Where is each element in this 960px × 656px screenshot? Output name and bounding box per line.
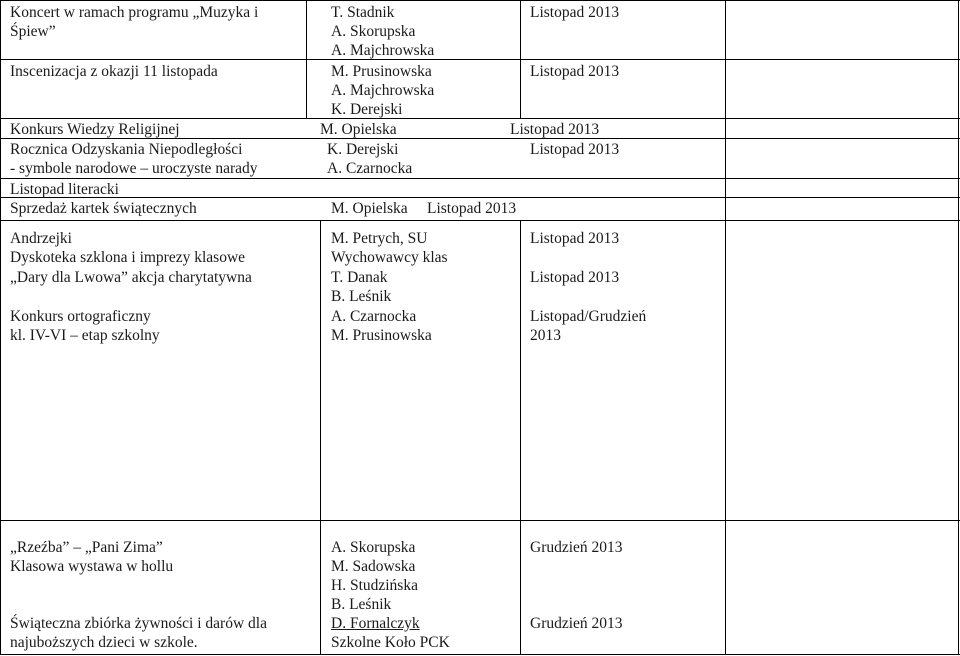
border-row-2 bbox=[0, 118, 960, 119]
event-text: - symbole narodowe – uroczyste narady bbox=[10, 160, 258, 177]
date-cell bbox=[530, 307, 646, 345]
people-cell bbox=[331, 268, 391, 306]
event-cell bbox=[10, 614, 267, 652]
event-text: Listopad literacki bbox=[10, 181, 119, 198]
date-text: Listopad 2013 bbox=[530, 141, 620, 158]
col-divider-2b bbox=[520, 220, 521, 655]
person-name: K. Derejski bbox=[331, 101, 403, 118]
event-cell bbox=[10, 307, 160, 345]
date-cell bbox=[530, 3, 619, 22]
person-name: M. Opielska bbox=[320, 121, 397, 138]
people-cell bbox=[327, 140, 412, 178]
border-row-6 bbox=[0, 220, 960, 221]
person-name: Wychowawcy klas bbox=[331, 249, 448, 266]
event-cell bbox=[10, 120, 180, 139]
event-cell bbox=[10, 229, 245, 267]
event-text: Konkurs Wiedzy Religijnej bbox=[10, 121, 180, 138]
people-cell bbox=[331, 538, 418, 614]
border-row-7 bbox=[0, 520, 960, 521]
event-text: „Rzeźba” – „Pani Zima” bbox=[10, 539, 163, 556]
border-row-5 bbox=[0, 197, 960, 198]
border-row-1 bbox=[0, 59, 960, 60]
date-text: 2013 bbox=[530, 327, 561, 344]
event-text: kl. IV-VI – etap szkolny bbox=[10, 327, 160, 344]
event-text: najuboższych dzieci w szkole. bbox=[10, 634, 198, 651]
event-text: Koncert w ramach programu „Muzyka i bbox=[10, 4, 259, 21]
event-text: Rocznica Odzyskania Niepodległości bbox=[10, 141, 243, 158]
person-name: D. Fornalczyk bbox=[331, 615, 420, 632]
col-divider-2a bbox=[520, 0, 521, 118]
event-cell bbox=[10, 180, 119, 199]
col-divider-1b bbox=[320, 220, 321, 655]
person-name: A. Majchrowska bbox=[331, 82, 435, 99]
event-cell bbox=[10, 140, 258, 178]
date-text: Listopad 2013 bbox=[530, 230, 620, 247]
event-text: Inscenizacja z okazji 11 listopada bbox=[10, 63, 218, 80]
person-name: Szkolne Koło PCK bbox=[331, 634, 450, 651]
person-name: B. Leśnik bbox=[331, 596, 392, 613]
person-name: K. Derejski bbox=[327, 141, 399, 158]
date-text: Listopad 2013 bbox=[510, 121, 600, 138]
event-text: Andrzejki bbox=[10, 230, 72, 247]
event-cell bbox=[10, 268, 252, 287]
event-text: Świąteczna zbiórka żywności i darów dla bbox=[10, 615, 267, 632]
event-cell bbox=[10, 3, 258, 41]
date-cell bbox=[530, 538, 623, 557]
date-text: Listopad 2013 bbox=[530, 63, 620, 80]
people-cell bbox=[331, 307, 432, 345]
event-text: Klasowa wystawa w hollu bbox=[10, 558, 174, 575]
event-cell bbox=[10, 62, 218, 81]
person-name: T. Danak bbox=[331, 269, 388, 286]
people-cell bbox=[320, 120, 397, 139]
person-name: A. Skorupska bbox=[331, 539, 416, 556]
person-name: M. Petrych, SU bbox=[331, 230, 428, 247]
person-name: A. Majchrowska bbox=[331, 42, 435, 59]
person-name: M. Prusinowska bbox=[331, 63, 432, 80]
person-name: T. Stadnik bbox=[331, 4, 395, 21]
event-cell bbox=[10, 538, 173, 576]
event-text: Konkurs ortograficzny bbox=[10, 308, 151, 325]
date-text: Listopad 2013 bbox=[530, 4, 620, 21]
date-cell bbox=[530, 268, 619, 287]
border-bottom bbox=[0, 654, 960, 655]
event-text: „Dary dla Lwowa” akcja charytatywna bbox=[10, 269, 252, 286]
date-cell bbox=[530, 140, 619, 159]
border-left bbox=[0, 0, 1, 655]
person-name: M. Prusinowska bbox=[331, 327, 432, 344]
date-text: Grudzień 2013 bbox=[530, 615, 623, 632]
date-text: Listopad 2013 bbox=[530, 269, 620, 286]
event-text: Sprzedaż kartek świątecznych bbox=[10, 200, 197, 217]
event-text: Dyskoteka szklona i imprezy klasowe bbox=[10, 249, 246, 266]
event-cell bbox=[10, 199, 197, 218]
person-name: A. Skorupska bbox=[331, 23, 416, 40]
people-cell bbox=[331, 229, 448, 267]
border-right bbox=[958, 0, 959, 655]
border-top bbox=[0, 0, 960, 1]
person-name: M. Sadowska bbox=[331, 558, 416, 575]
people-cell bbox=[331, 614, 450, 652]
people-cell bbox=[331, 3, 434, 60]
person-name: A. Czarnocka bbox=[331, 308, 417, 325]
date-cell bbox=[530, 62, 619, 81]
date-cell bbox=[530, 229, 619, 248]
date-text: Listopad 2013 bbox=[427, 200, 517, 217]
col-divider-1a bbox=[306, 0, 307, 118]
date-cell bbox=[427, 199, 516, 218]
people-cell bbox=[331, 199, 408, 218]
person-name: B. Leśnik bbox=[331, 288, 392, 305]
people-cell bbox=[331, 62, 434, 119]
person-name: H. Studzińska bbox=[331, 577, 418, 594]
col-divider-3 bbox=[725, 0, 726, 655]
event-text: Śpiew” bbox=[10, 23, 56, 40]
border-row-4 bbox=[0, 178, 960, 179]
date-text: Grudzień 2013 bbox=[530, 539, 623, 556]
date-cell bbox=[510, 120, 599, 139]
date-text: Listopad/Grudzień bbox=[530, 308, 647, 325]
person-name: A. Czarnocka bbox=[327, 160, 413, 177]
date-cell bbox=[530, 614, 623, 633]
person-name: M. Opielska bbox=[331, 200, 408, 217]
